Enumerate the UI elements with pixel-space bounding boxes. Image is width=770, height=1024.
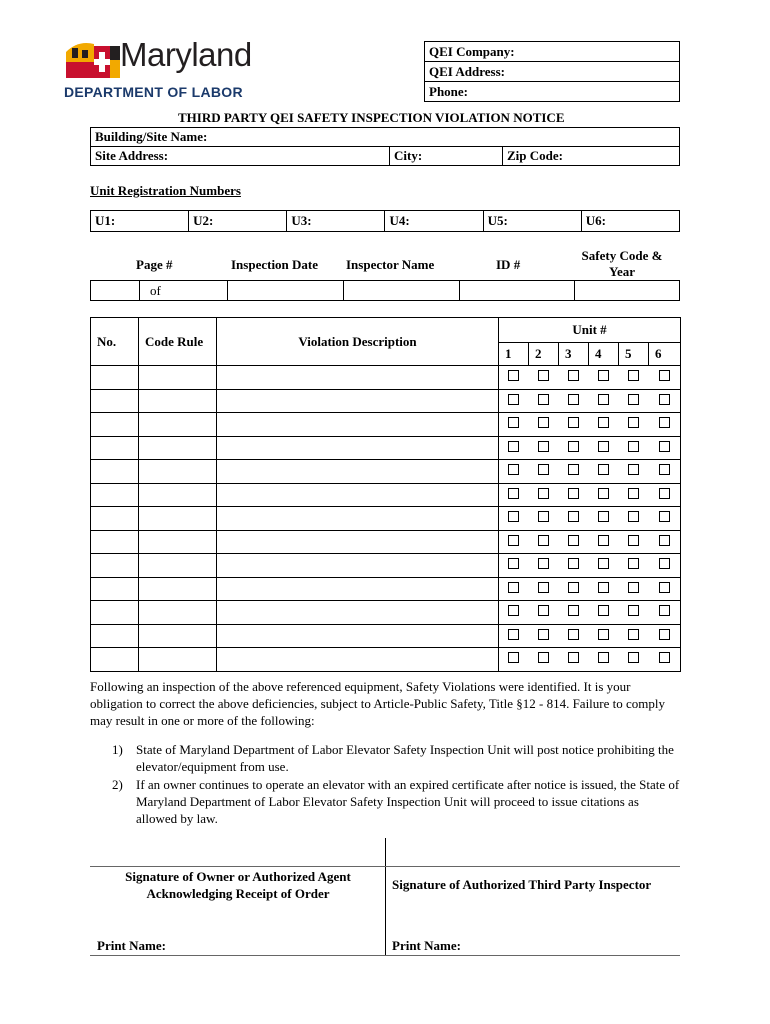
logo-wordmark: Maryland — [120, 36, 252, 73]
unit-checkbox-cell — [649, 460, 681, 484]
unit-checkbox-cell — [559, 436, 589, 460]
owner-print-name-field[interactable]: Print Name: — [97, 938, 166, 953]
unit-6-checkbox[interactable] — [659, 394, 670, 405]
unit-number-header-6: 6 — [649, 343, 681, 366]
unit-checkbox-cell — [589, 413, 619, 437]
unit-checkbox-cell — [499, 577, 529, 601]
unit-checkbox-cell — [589, 366, 619, 390]
inspector-print-name-field[interactable]: Print Name: — [392, 938, 461, 953]
unit-6-checkbox[interactable] — [659, 629, 670, 640]
unit-checkbox-cell — [619, 601, 649, 625]
unit-3-checkbox[interactable] — [568, 511, 579, 522]
code-rule-cell[interactable] — [139, 389, 217, 413]
unit-2-checkbox[interactable] — [538, 417, 549, 428]
unit-3-checkbox[interactable] — [568, 535, 579, 546]
owner-signature-area[interactable] — [92, 902, 382, 934]
unit-1-checkbox[interactable] — [508, 582, 519, 593]
unit-checkbox-cell — [589, 389, 619, 413]
unit-checkbox-cell — [649, 577, 681, 601]
violation-row — [91, 624, 681, 648]
safety-code-year-field[interactable] — [575, 281, 680, 301]
violation-row — [91, 366, 681, 390]
unit-checkbox-cell — [499, 624, 529, 648]
inspector-signature-area[interactable] — [390, 902, 678, 934]
unit-number-header-3: 3 — [559, 343, 589, 366]
building-name-field[interactable]: Building/Site Name: — [91, 128, 680, 147]
unit-4-checkbox[interactable] — [598, 558, 609, 569]
violation-number-cell[interactable] — [91, 601, 139, 625]
unit-5-checkbox[interactable] — [628, 417, 639, 428]
city-field[interactable]: City: — [390, 147, 503, 166]
unit-checkbox-cell — [589, 530, 619, 554]
unit-checkbox-cell — [559, 554, 589, 578]
violation-description-cell[interactable] — [217, 624, 499, 648]
unit-2-checkbox[interactable] — [538, 370, 549, 381]
unit-checkbox-cell — [499, 648, 529, 672]
unit-checkbox-cell — [649, 507, 681, 531]
unit-checkbox-cell — [499, 601, 529, 625]
code-rule-cell[interactable] — [139, 436, 217, 460]
unit-3-checkbox[interactable] — [568, 464, 579, 475]
code-rule-cell[interactable] — [139, 601, 217, 625]
unit-2-checkbox[interactable] — [538, 511, 549, 522]
unit-checkbox-cell — [619, 530, 649, 554]
violation-number-cell[interactable] — [91, 483, 139, 507]
unit-3-checkbox[interactable] — [568, 652, 579, 663]
violation-number-cell[interactable] — [91, 624, 139, 648]
unit-checkbox-cell — [649, 413, 681, 437]
unit-3-checkbox[interactable] — [568, 417, 579, 428]
unit-checkbox-cell — [589, 648, 619, 672]
unit-registration-heading: Unit Registration Numbers — [90, 183, 241, 198]
unit-checkbox-cell — [529, 436, 559, 460]
page-of-field[interactable] — [140, 281, 228, 301]
unit-checkbox-cell — [619, 436, 649, 460]
unit-2-checkbox[interactable] — [538, 488, 549, 499]
violation-table — [90, 317, 681, 672]
page-title: THIRD PARTY QEI SAFETY INSPECTION VIOLATION NOTICE — [178, 110, 565, 125]
maryland-logo — [64, 36, 279, 104]
unit-5-checkbox[interactable] — [628, 488, 639, 499]
violation-description-cell[interactable] — [217, 577, 499, 601]
unit-1-checkbox[interactable] — [508, 511, 519, 522]
site-info-table — [90, 127, 680, 166]
unit-number-header-5: 5 — [619, 343, 649, 366]
unit-checkbox-cell — [619, 413, 649, 437]
inspection-date-field[interactable] — [228, 281, 344, 301]
qei-info-table — [424, 41, 680, 102]
unit-3-checkbox[interactable] — [568, 629, 579, 640]
unit-checkbox-cell — [499, 530, 529, 554]
code-rule-cell[interactable] — [139, 554, 217, 578]
page-number-label: Page # — [136, 257, 173, 272]
unit-1-checkbox[interactable] — [508, 441, 519, 452]
unit-checkbox-cell — [589, 436, 619, 460]
violation-number-cell[interactable] — [91, 436, 139, 460]
unit-6-checkbox[interactable] — [659, 558, 670, 569]
unit-1-checkbox[interactable] — [508, 652, 519, 663]
safety-code-year-label: Safety Code & Year — [581, 248, 663, 279]
qei-address-field[interactable]: QEI Address: — [425, 62, 680, 82]
inspection-info-table — [90, 280, 680, 301]
unit-checkbox-cell — [559, 413, 589, 437]
code-rule-cell[interactable] — [139, 413, 217, 437]
unit-checkbox-cell — [619, 389, 649, 413]
unit-checkbox-cell — [619, 483, 649, 507]
unit-checkbox-cell — [649, 601, 681, 625]
unit-6-checkbox[interactable] — [659, 464, 670, 475]
violation-number-cell[interactable] — [91, 366, 139, 390]
qei-company-field[interactable]: QEI Company: — [425, 42, 680, 62]
unit-checkbox-cell — [649, 554, 681, 578]
unit-field-u6[interactable]: U6: — [581, 211, 679, 232]
signature-divider-vertical — [385, 838, 386, 956]
unit-5-checkbox[interactable] — [628, 652, 639, 663]
unit-checkbox-cell — [529, 389, 559, 413]
violation-row — [91, 460, 681, 484]
signature-bottom-line — [90, 955, 680, 956]
unit-5-checkbox[interactable] — [628, 441, 639, 452]
code-rule-cell[interactable] — [139, 530, 217, 554]
unit-1-checkbox[interactable] — [508, 535, 519, 546]
unit-checkbox-cell — [529, 460, 559, 484]
unit-3-checkbox[interactable] — [568, 582, 579, 593]
violation-number-cell[interactable] — [91, 460, 139, 484]
violation-row — [91, 577, 681, 601]
unit-checkbox-cell — [559, 483, 589, 507]
violation-description-cell[interactable] — [217, 413, 499, 437]
unit-6-checkbox[interactable] — [659, 488, 670, 499]
owner-signature-label: Signature of Owner or Authorized Agent Acknowledging Receipt of Order — [125, 869, 351, 901]
unit-3-checkbox[interactable] — [568, 488, 579, 499]
number-column-header: No. — [91, 318, 139, 366]
unit-checkbox-cell — [559, 530, 589, 554]
unit-checkbox-cell — [559, 460, 589, 484]
unit-checkbox-cell — [589, 507, 619, 531]
violation-number-cell[interactable] — [91, 530, 139, 554]
unit-5-checkbox[interactable] — [628, 629, 639, 640]
unit-registration-table — [90, 210, 680, 232]
notice-item-1 — [112, 741, 682, 775]
unit-number-header-1: 1 — [499, 343, 529, 366]
violation-row — [91, 413, 681, 437]
unit-checkbox-cell — [649, 366, 681, 390]
unit-checkbox-cell — [529, 483, 559, 507]
unit-checkbox-cell — [619, 366, 649, 390]
unit-6-checkbox[interactable] — [659, 441, 670, 452]
unit-2-checkbox[interactable] — [538, 629, 549, 640]
unit-checkbox-cell — [559, 648, 589, 672]
violation-row — [91, 530, 681, 554]
unit-checkbox-cell — [589, 577, 619, 601]
unit-checkbox-cell — [619, 554, 649, 578]
unit-checkbox-cell — [529, 577, 559, 601]
unit-checkbox-cell — [499, 389, 529, 413]
violation-description-cell[interactable] — [217, 554, 499, 578]
unit-2-checkbox[interactable] — [538, 464, 549, 475]
notice-item-2 — [112, 776, 682, 827]
unit-checkbox-cell — [649, 530, 681, 554]
violation-description-cell[interactable] — [217, 366, 499, 390]
unit-checkbox-cell — [619, 507, 649, 531]
unit-4-checkbox[interactable] — [598, 582, 609, 593]
qei-phone-field[interactable]: Phone: — [425, 82, 680, 102]
inspector-name-label: Inspector Name — [346, 257, 435, 272]
unit-checkbox-cell — [559, 389, 589, 413]
code-rule-column-header: Code Rule — [139, 318, 217, 366]
unit-checkbox-cell — [529, 648, 559, 672]
unit-5-checkbox[interactable] — [628, 394, 639, 405]
violation-description-cell[interactable] — [217, 530, 499, 554]
unit-6-checkbox[interactable] — [659, 582, 670, 593]
violation-description-cell[interactable] — [217, 648, 499, 672]
violation-description-cell[interactable] — [217, 483, 499, 507]
unit-checkbox-cell — [499, 507, 529, 531]
unit-1-checkbox[interactable] — [508, 558, 519, 569]
unit-2-checkbox[interactable] — [538, 605, 549, 616]
code-rule-cell[interactable] — [139, 648, 217, 672]
unit-1-checkbox[interactable] — [508, 417, 519, 428]
unit-2-checkbox[interactable] — [538, 394, 549, 405]
unit-2-checkbox[interactable] — [538, 535, 549, 546]
notice-item-1-text: State of Maryland Department of Labor Elevator Safety Inspection Unit will post notice prohibiting the elevator/equipment from use. — [136, 742, 674, 774]
inspector-id-field[interactable] — [460, 281, 575, 301]
violation-row — [91, 507, 681, 531]
unit-4-checkbox[interactable] — [598, 370, 609, 381]
unit-checkbox-cell — [559, 624, 589, 648]
unit-4-checkbox[interactable] — [598, 464, 609, 475]
unit-3-checkbox[interactable] — [568, 605, 579, 616]
violation-row — [91, 601, 681, 625]
unit-field-u4[interactable]: U4: — [385, 211, 483, 232]
code-rule-cell[interactable] — [139, 577, 217, 601]
inspector-signature-label: Signature of Authorized Third Party Inspector — [392, 877, 652, 892]
unit-checkbox-cell — [589, 624, 619, 648]
violation-description-cell[interactable] — [217, 389, 499, 413]
unit-4-checkbox[interactable] — [598, 394, 609, 405]
unit-checkbox-cell — [499, 436, 529, 460]
code-rule-cell[interactable] — [139, 366, 217, 390]
notice-item-1-number: 1) — [112, 742, 123, 757]
unit-field-u3[interactable]: U3: — [287, 211, 385, 232]
violation-row — [91, 648, 681, 672]
unit-1-checkbox[interactable] — [508, 394, 519, 405]
unit-field-u5[interactable]: U5: — [483, 211, 581, 232]
unit-3-checkbox[interactable] — [568, 441, 579, 452]
unit-checkbox-cell — [589, 601, 619, 625]
unit-checkbox-cell — [649, 483, 681, 507]
unit-4-checkbox[interactable] — [598, 629, 609, 640]
violation-row — [91, 436, 681, 460]
unit-number-column-header: Unit # — [499, 318, 681, 343]
unit-checkbox-cell — [529, 601, 559, 625]
violation-description-cell[interactable] — [217, 436, 499, 460]
unit-checkbox-cell — [499, 460, 529, 484]
unit-checkbox-cell — [559, 366, 589, 390]
unit-5-checkbox[interactable] — [628, 511, 639, 522]
unit-6-checkbox[interactable] — [659, 511, 670, 522]
unit-checkbox-cell — [559, 601, 589, 625]
unit-field-u2[interactable]: U2: — [189, 211, 287, 232]
notice-item-2-number: 2) — [112, 777, 123, 792]
unit-6-checkbox[interactable] — [659, 535, 670, 546]
violation-description-cell[interactable] — [217, 460, 499, 484]
unit-2-checkbox[interactable] — [538, 652, 549, 663]
unit-checkbox-cell — [589, 554, 619, 578]
unit-4-checkbox[interactable] — [598, 605, 609, 616]
unit-2-checkbox[interactable] — [538, 441, 549, 452]
unit-2-checkbox[interactable] — [538, 558, 549, 569]
unit-checkbox-cell — [619, 460, 649, 484]
unit-field-u1[interactable]: U1: — [91, 211, 189, 232]
unit-1-checkbox[interactable] — [508, 464, 519, 475]
page-number-field[interactable] — [91, 281, 140, 301]
unit-6-checkbox[interactable] — [659, 652, 670, 663]
unit-1-checkbox[interactable] — [508, 488, 519, 499]
unit-3-checkbox[interactable] — [568, 558, 579, 569]
unit-checkbox-cell — [529, 507, 559, 531]
notice-paragraph: Following an inspection of the above referenced equipment, Safety Violations were identified. It is your obligation to correct the above deficiencies, subject to Article-Public Safety, Title §12 - 814. Failure to comply may result in one or more of the following: — [90, 679, 665, 728]
unit-4-checkbox[interactable] — [598, 441, 609, 452]
unit-checkbox-cell — [529, 530, 559, 554]
unit-6-checkbox[interactable] — [659, 417, 670, 428]
unit-checkbox-cell — [529, 554, 559, 578]
unit-5-checkbox[interactable] — [628, 605, 639, 616]
unit-checkbox-cell — [619, 577, 649, 601]
unit-checkbox-cell — [589, 460, 619, 484]
unit-number-header-4: 4 — [589, 343, 619, 366]
unit-1-checkbox[interactable] — [508, 629, 519, 640]
unit-1-checkbox[interactable] — [508, 370, 519, 381]
code-rule-cell[interactable] — [139, 507, 217, 531]
unit-3-checkbox[interactable] — [568, 370, 579, 381]
violation-number-cell[interactable] — [91, 413, 139, 437]
unit-checkbox-cell — [559, 507, 589, 531]
unit-5-checkbox[interactable] — [628, 558, 639, 569]
inspector-id-label: ID # — [496, 257, 521, 272]
unit-checkbox-cell — [529, 413, 559, 437]
unit-checkbox-cell — [529, 366, 559, 390]
inspector-name-field[interactable] — [344, 281, 460, 301]
violation-description-cell[interactable] — [217, 601, 499, 625]
unit-3-checkbox[interactable] — [568, 394, 579, 405]
violation-row — [91, 554, 681, 578]
unit-1-checkbox[interactable] — [508, 605, 519, 616]
violation-description-column-header: Violation Description — [217, 318, 499, 366]
unit-checkbox-cell — [589, 483, 619, 507]
unit-4-checkbox[interactable] — [598, 535, 609, 546]
unit-checkbox-cell — [649, 624, 681, 648]
unit-4-checkbox[interactable] — [598, 652, 609, 663]
notice-item-2-text: If an owner continues to operate an elevator with an expired certificate after notice is issued, the State of Maryland Department of Labor Elevator Safety Inspection Unit will proceed to issue citations as allowed by law. — [136, 777, 680, 826]
unit-6-checkbox[interactable] — [659, 370, 670, 381]
unit-checkbox-cell — [499, 554, 529, 578]
unit-4-checkbox[interactable] — [598, 511, 609, 522]
violation-number-cell[interactable] — [91, 648, 139, 672]
unit-6-checkbox[interactable] — [659, 605, 670, 616]
unit-checkbox-cell — [499, 413, 529, 437]
unit-checkbox-cell — [649, 648, 681, 672]
violation-description-cell[interactable] — [217, 507, 499, 531]
unit-5-checkbox[interactable] — [628, 370, 639, 381]
zip-code-field[interactable]: Zip Code: — [503, 147, 680, 166]
page-of-label: of — [150, 282, 161, 298]
violation-number-cell[interactable] — [91, 389, 139, 413]
code-rule-cell[interactable] — [139, 624, 217, 648]
signature-top-line — [90, 866, 680, 867]
violation-number-cell[interactable] — [91, 554, 139, 578]
unit-checkbox-cell — [649, 436, 681, 460]
unit-4-checkbox[interactable] — [598, 417, 609, 428]
violation-row — [91, 483, 681, 507]
unit-checkbox-cell — [619, 648, 649, 672]
maryland-flag-icon — [64, 40, 124, 80]
code-rule-cell[interactable] — [139, 460, 217, 484]
unit-2-checkbox[interactable] — [538, 582, 549, 593]
logo-department: DEPARTMENT OF LABOR — [64, 84, 243, 100]
site-address-field[interactable]: Site Address: — [91, 147, 390, 166]
unit-5-checkbox[interactable] — [628, 535, 639, 546]
unit-checkbox-cell — [619, 624, 649, 648]
code-rule-cell[interactable] — [139, 483, 217, 507]
unit-checkbox-cell — [499, 366, 529, 390]
violation-number-cell[interactable] — [91, 577, 139, 601]
unit-5-checkbox[interactable] — [628, 464, 639, 475]
violation-number-cell[interactable] — [91, 507, 139, 531]
unit-checkbox-cell — [529, 624, 559, 648]
unit-checkbox-cell — [649, 389, 681, 413]
unit-4-checkbox[interactable] — [598, 488, 609, 499]
unit-checkbox-cell — [559, 577, 589, 601]
unit-checkbox-cell — [499, 483, 529, 507]
unit-number-header-2: 2 — [529, 343, 559, 366]
unit-5-checkbox[interactable] — [628, 582, 639, 593]
violation-row — [91, 389, 681, 413]
inspection-date-label: Inspection Date — [231, 257, 319, 272]
